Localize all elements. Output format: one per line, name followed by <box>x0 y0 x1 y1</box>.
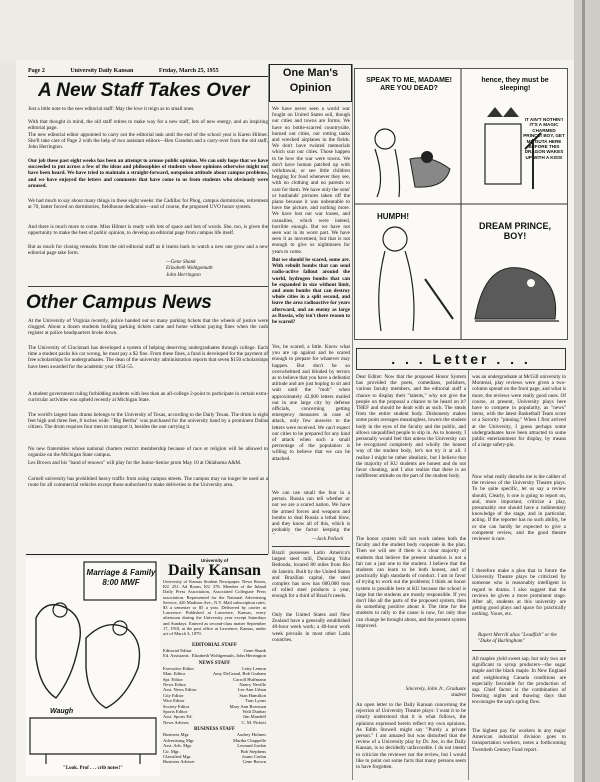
staff-person: Joann Carlan <box>241 753 266 759</box>
staff-paragraph-bold: Our job these past eight weeks has been an attempt to arouse public opinion. We can only hope that we have succeeded to put across a few of the ideas and philosophies of students whose opinions otherwise might not have been heard. We have tried to maintain a straight-forward, outspoken attitude about campus problems, and we have enjoyed the letters and comments that have come to us from students who obviously were aroused. <box>28 158 268 189</box>
letter-text: An open letter to the Daily Kansan concerning the rejection of University Theatre plays: I want it to be clearly understood that it is what follows, the opinions expressed herein reflect my own opinions. As Edith Stowell might say "Purely a private person." I am amazed but was disturbed that the review of a University play by Dr. Joe, in the Daily Kansan, is so decidedly unfavorable. I do not intend to criticize the reviewer nor the review, but I would like to point out some facts that many persons seem to have forgotten. <box>356 702 466 771</box>
letter-text: I therefore make a plea that in future the University Theatre plays be criticized by someone who is reasonably intelligent in regard to drama. I also suggest that the reviews be given a more prominent stage. After all, students at this university are getting good plays and space for practically nothing. Yours, etc. <box>472 568 566 618</box>
staff-paragraph: Just a little note to the new editorial staff: May the love it reign as to small ones. <box>28 106 195 112</box>
staff-role: News Adviser <box>163 719 189 725</box>
staff-role: Cir. Mgr. <box>163 748 180 754</box>
page-header <box>28 68 268 74</box>
opinion-text: Yes, be scared, a little. Know what you are up against and be scared enough to prepare for whatever may happen. But don't be so overwhelmed and blinded by terrors as to believe that you have a defeatist attitude and are just hoping to sit and wait until the "mob" when approximately 42,000 letters mailed out in one large city by defense officials, concerning getting emergency measures in case of attack, only few answers to the letters were received. We can't expect our cities to be prepared for any kind of attack when such a small percentage of the population is willing to believe that we can be attacked. <box>272 344 350 462</box>
filler-item: The highest pay for workers in any major American industrial division goes to transportation workers, notes a forthcoming Twentieth Century Fund report. <box>472 728 566 753</box>
staff-role: Sports Editor <box>163 709 188 715</box>
staff-person: Mary Ann Bowman <box>229 703 266 709</box>
letters-title: . . . Letter . . . <box>391 351 531 367</box>
opinion-text: We can use small the fear in a person. Russia can tell whether or not we are a scared nation. We have the armed forces and weapons and bombs to deal Russia a lethal blow, and they know all of this, which is probably the factor keeping the <box>272 490 350 534</box>
section-divider <box>26 554 268 555</box>
artist-signature: Waugh <box>50 708 74 715</box>
opinion-title-box <box>269 64 352 102</box>
staff-paragraph: The new editorial editor appointed to carry out the editorial task until the end of the school year is Karen Hilmer. She'll take care of Page 2 with the help of two assistant editors—Ben Grandon and a carry-over from the old staff, John Herrington. <box>28 132 268 151</box>
staff-person: Nancy Neville <box>239 682 266 688</box>
masthead-university: University of <box>200 558 229 563</box>
column-rule <box>468 370 469 780</box>
letter-signature: Rupert Merrill alias "Leadfish" or the "Duke of Burlingham" <box>478 632 557 645</box>
staff-person: Martha Chappelle <box>232 737 266 743</box>
section-divider <box>472 650 566 651</box>
signature-line: —Gene Shank <box>166 259 196 265</box>
column-rule <box>268 64 269 554</box>
staff-role: Editorial Editor <box>163 648 192 653</box>
editorial-staff-heading: EDITORIAL STAFF <box>192 643 237 648</box>
business-staff-list <box>163 732 266 764</box>
cartoon-strip <box>354 68 568 340</box>
speech-bubble: SPEAK TO ME, MADAME! ARE YOU DEAD? <box>366 77 452 92</box>
letter-signature: Sincerely, John Jr., Graduate student <box>405 686 466 699</box>
staff-row <box>163 759 266 764</box>
scan-background <box>0 0 600 60</box>
staff-person: Gene Brown <box>242 759 266 765</box>
staff-role: Classified Mgr. <box>163 753 192 759</box>
speech-bubble: IT AIN'T NOTHIN'! IT'S A MAGIC CHARMED PRINCE! BOY, GET ME OUTA HERE BEFORE THIS DRAGON WAKES UP WITH A KISS! <box>523 117 565 160</box>
masthead <box>163 558 266 765</box>
campus-news-headline: Other Campus News <box>26 292 212 313</box>
newspaper-page <box>16 60 574 782</box>
staff-headline: A New Staff Takes Over <box>38 80 250 101</box>
letter-text: was an undergraduate at McGill university in Montreal, play reviews were given a two-column spread on the front page, and what is more, the reviews were really good ones. Of course, at present, University plays here have to compete in popularity, as "news" items, with the latest Basketball Team score or a Sorority "pinning." When I first arrived at the University, I guess perhaps some undergraduates have been attracted to some public entertainment for display, by means of a large safety-pin. <box>472 374 566 449</box>
letter-text: Now what really disturbs me is the caliber of the reviews of the University Theatre plays. To be quite specific, let us say a review should, Clearly, it one is going to report on, and, more important, criticize a play, presumably one should have a rudimentary knowledge of the stage, and in particular, acting. If the reporter has no such ability, he or she can hardly be expected to give a competent review, and the good theatre reviewer is rare. <box>472 474 566 543</box>
campus-news-item: A student government ruling forbidding students with less than an all-college 2-point to participate in certain extra-curricular activities was upheld recently at Michigan State. <box>28 391 268 404</box>
business-staff-heading: BUSINESS STAFF <box>194 727 235 733</box>
opinion-text-bold: But we should be scared, some are. With rebuilt bombs that can send radio-active fallout around the world, hydrogen bombs that can be expanded in size without limit, and atom bombs that can destroy whole cities in a split second, and leave the area radioactive for years afterward, and an enemy as large as Russia, why isn't there reason to be scared? <box>272 257 350 326</box>
staff-person: Audrey Holmes <box>236 732 266 738</box>
speech-bubble: DREAM PRINCE, BOY! <box>478 221 551 241</box>
campus-news-item: Cornell university has prohibited heavy traffic from using campus streets. The campus may no longer be used as a route for all commercial vehicles except those authorized to make deliveries to the University area. <box>28 476 268 489</box>
speech-bubble: hence, they must be sleeping! <box>481 77 549 92</box>
campus-news-item: At the University of Virginia recently, police handed out so many parking tickets that the wheels of justice were clogged. About a dozen students holding parking tickets came and home without paying fines when the cash register at police headquarters broke down. <box>28 318 268 337</box>
filler-item: Only the United States and New Zealand have a generally established 40-hour week work; a 40-hour work week prevails in most other Latin countries. <box>272 612 350 642</box>
cartoon-caption: "Look. Prof . . . crib notes!" <box>63 766 123 771</box>
staff-person: Tom Lyons <box>245 698 266 704</box>
staff-paragraph: With that thought in mind, the old staff retires to make way for a new staff, lots of new energy, and an inspiring editorial page. <box>28 119 268 131</box>
news-staff-list <box>163 666 266 725</box>
staff-role: Asst. Sports Ed. <box>163 714 193 720</box>
page-gutter <box>574 0 600 782</box>
opinion-text: We have never seen a world war fought on United States soil, though our cities and towns are forms. We have no bottle-scarred countryside, burned out cities, our rotting tanks and wrecked airplanes in the fields. We don't have twisted memorials which scar our cities. Those happen to be how the war were towns. We don't have human patched up with withdrawal, or see little children begging for food whenever they see, with no clothing and no parents to care for them. We have only the sons' or husbands' pictures taken off the piano because it was unbearable to have the picture, and nothing more. We have lost our war losses, and casualties, which were indeed, horrible enough. But we have not seen war in its worst part. We have seen it as movement, but that is not enough to give us nightmares for years to come. <box>272 106 350 255</box>
staff-person: Jim Mandell <box>242 714 266 720</box>
staff-role: Society Editor <box>163 703 190 709</box>
signature-line: John Herrington <box>166 271 201 278</box>
staff-person: Bob Stephens <box>240 748 266 754</box>
staff-role: Executive Editor <box>163 665 194 671</box>
opinion-signature: —Jack Pollock <box>312 536 344 542</box>
staff-role: News Editor <box>163 682 187 688</box>
speech-bubble: HUMPH! <box>377 212 409 221</box>
issue-date: Friday, March 25, 1955 <box>158 68 219 74</box>
cartoon-drawing <box>355 69 567 339</box>
masthead-title: Daily Kansan <box>168 562 261 579</box>
letter-text: Dear Editor: Now that the proposed Honor System has provided the poets, comedians, polishers, various faculty members, and the editorial staff a chance to display their "talents," why not give the people on the proposal a chance to be heard on it? THEF and should be dealt with as such. The steals from the entire student body. Dishonesty makes some point averages meaningless, lowers the student body in the eyes of the faculty and the public, and allows unqualified people to slip in. As to honesty, I personally would feel that unless the University can be recognized completely and wholly the honest way of the student body, let's not try it at all. I realize I might be rather idealistic, but I believe that the majority of KU students are honest and do not favor cheating, and I also realize that there is an indifferent attitude on the part of the student body. <box>356 374 466 480</box>
staff-role: Spt. Editor <box>163 676 183 682</box>
classroom-sign: Marriage & Family 8:00 MWF <box>86 568 156 587</box>
staff-person: Amy DeGrand, Bob Graham <box>212 671 266 677</box>
section-divider <box>28 286 268 287</box>
staff-role: Business Adviser <box>163 759 195 765</box>
column-rule <box>352 64 353 780</box>
staff-person: Carroll Huffmann <box>233 676 266 682</box>
classroom-drawing <box>26 558 160 776</box>
staff-paragraph: And there is much more to come. Miss Hilmer is ready with lots of space and lots of words. She, too, is given the opportunity to make the best of public opinion, to develop an editorial page from campus life itself. <box>28 224 268 237</box>
staff-role: Wire Editor <box>163 698 185 704</box>
campus-news-item: No new fraternities whose national charters restrict membership because of race or religion will be allowed to organize on the Michigan State campus. <box>28 446 268 459</box>
filler-item: All maples yield sweet sap, but only two are significant to syrup producers—the sugar maple and the black maple. In New England and neighboring Canada conditions are especially favorable for the production of sap. Chief factor is the combination of freezing nights and thawing days that encourages the sap's spring flow. <box>472 656 566 706</box>
classroom-cartoon <box>26 558 160 776</box>
staff-row <box>163 653 266 658</box>
staff-person: Lee Ann Urban <box>237 687 266 693</box>
campus-news-item: Les Brown and his "band of renown" will play for the Junior-Senior prom May 10 at Oklahoma A&M. <box>28 460 242 466</box>
staff-person: Gene Shank <box>243 648 266 653</box>
campus-news-item: The University of Cincinnati has developed a system of helping deserving undergraduates through college. Each time a student packs his car wrong, he must pay a $2 fine. From these fines, a fund is developed for the payment of free scholarships for undergraduates. The dean of the university administration reports that seven $150 scholarships have been awarded for the academic year 1954-55. <box>28 345 268 370</box>
staff-role: Business Mgr. <box>163 732 190 738</box>
staff-person: Leonard Jordan <box>237 743 266 749</box>
filler-item: Brazil possesses Latin America's largest steel mill, Dunning Volta Redonda, located 80 miles from Rio de Janeiro. Built by the United States and Brazilian capital, the steel complex has now has 600,000 tons of rolled steel products a year, enough for a third of Brazil's needs. <box>272 550 350 600</box>
staff-role: Advertising Mgr. <box>163 737 195 743</box>
staff-person: Elizabeth Wohlgemuth, John Herrington <box>191 653 266 659</box>
staff-person: Letty Lemon <box>242 665 266 671</box>
staff-role: Ed. Assistants <box>163 653 189 659</box>
staff-role: City Editor <box>163 692 184 698</box>
masthead-info: University of Kansas Student Newspaper. News Room, KU 251. Ad Room, KU 376. Member of the Inland Daily Press Association, Associated Collegiate Press association. Represented for the National Advertising Service, 420 Madison Ave., N.Y. Mail subscription rates: $3 a semester or $5 a year. Delivered by carrier at Lawrence. Published at Lawrence, Kansas, every afternoon during the University year except Saturdays and Sundays. Entered as second-class matter September 17, 1910, at the post office at Lawrence, Kansas, under act of March 3, 1879. <box>163 579 266 637</box>
staff-paragraph: We had much to say about many things in these eight weeks: the Cadillac for Phog, campus dormitories, retirement at 70, batter forced on dormitories, fieldhouse dedication—and of course, the proposed UVO honor system. <box>28 198 268 211</box>
editorial-staff-list <box>163 648 266 659</box>
header-rule <box>28 76 268 77</box>
news-staff-heading: NEWS STAFF <box>198 660 231 666</box>
staff-row <box>163 720 266 725</box>
opinion-title: One Man's <box>282 67 339 79</box>
letter-text: The honor system will not work unless both the faculty and the student body cooperate in the plan. Then we will see if there is a clear majority of students that believe the present situation is not a fair nor a just one to the student. I believe that the students can learn to be both honest, and of practically high standards of conduct. I am in favor of trying to work out the problems; I think an honor system is possible here at KU because the school is large but the students are mostly responsible. If you don't like all the parts of the proposed system, then do something positive about it. The time for the students to rally to the cause is now, for only thus can change be brought about, and the present system improved. <box>356 536 466 629</box>
staff-person: Stan Hamilton <box>239 692 266 698</box>
staff-role: Man. Editor <box>163 671 186 677</box>
staff-role: Asst. News Editor <box>163 687 197 693</box>
page-number: Page 2 <box>28 68 45 74</box>
staff-paragraph: But as much for closing remarks from the old editorial staff as it learns back to watch a new one grow and a new editorial page take form. <box>28 244 268 257</box>
paper-name: University Daily Kansan <box>70 68 134 74</box>
campus-news-item: The world's largest bass drums belongs to the University of Texas, according to the Daily Texan. The drum is eight feet high and three feet, 8 inches wide. "Big Bertha" was purchased for the university band by a prominent Dallas citizen. The drum requires four men to transport it, besides the one carrying it. <box>28 412 268 431</box>
signature-line: Elizabeth Wohlgemuth <box>166 265 213 272</box>
staff-person: Walt Dunbar <box>242 709 266 715</box>
staff-role: Asst. Adv. Mgr. <box>163 743 192 749</box>
staff-signature <box>166 259 213 278</box>
section-divider <box>272 546 350 547</box>
staff-person: C. M. Pickett <box>241 719 266 725</box>
opinion-subtitle: Opinion <box>289 82 332 94</box>
letters-title-box <box>356 348 566 370</box>
